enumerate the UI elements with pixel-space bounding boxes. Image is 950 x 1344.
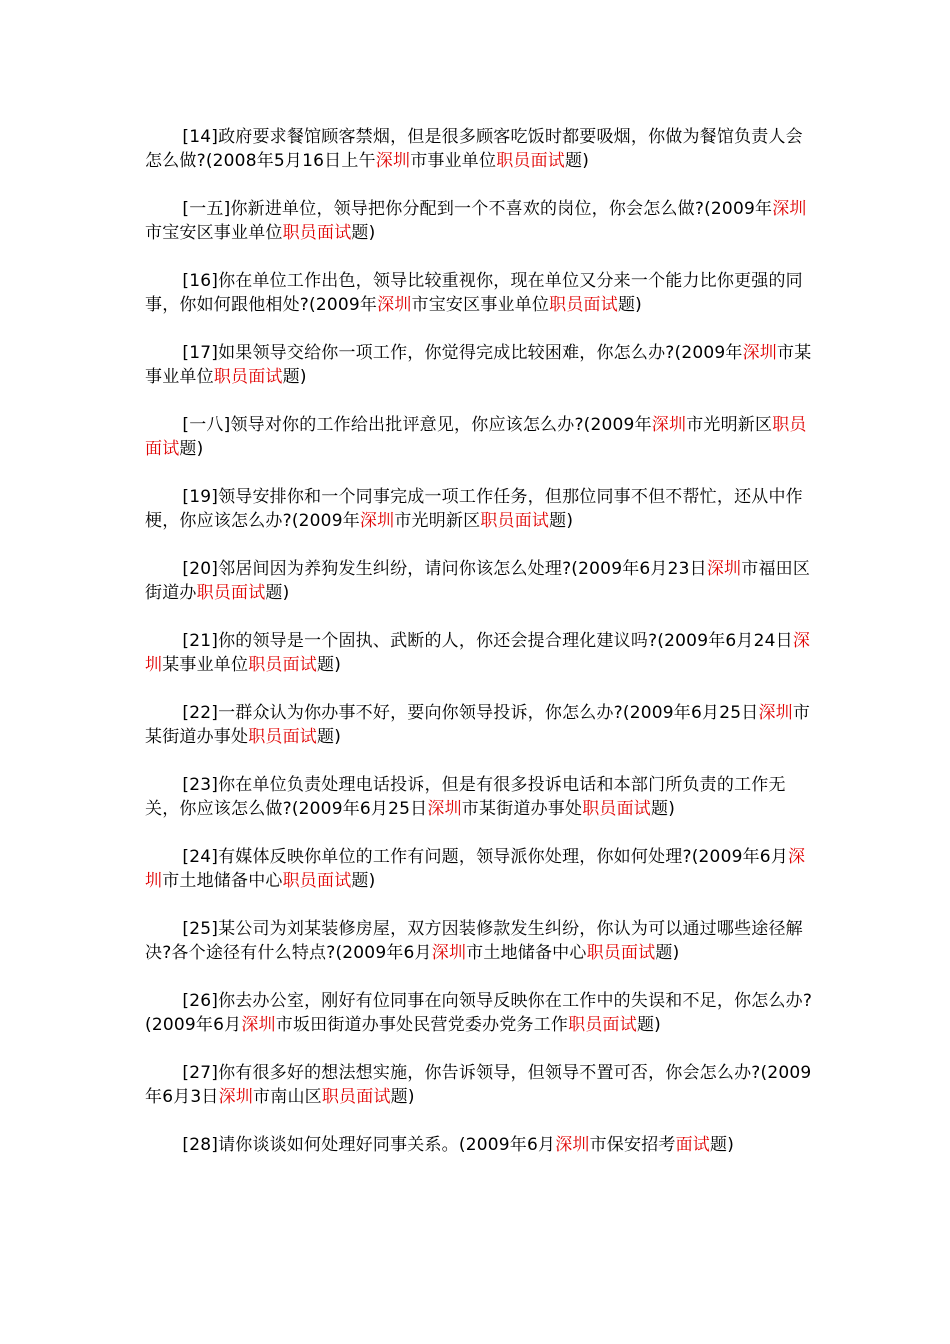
question-paragraph xyxy=(145,701,815,749)
question-text: 市宝安区事业单位 xyxy=(145,223,283,243)
question-text: 市事业单位 xyxy=(410,151,497,171)
question-text: 题) xyxy=(351,223,376,243)
question-text: 题) xyxy=(617,295,642,315)
question-text: 题) xyxy=(351,871,376,891)
question-text: 市南山区 xyxy=(253,1087,322,1107)
question-paragraph xyxy=(145,989,815,1037)
question-text: [17]如果领导交给你一项工作，你觉得完成比较困难，你怎么办?(2009年 xyxy=(182,343,743,363)
question-paragraph xyxy=(145,1061,815,1109)
question-text: [27]你有很多好的想法想实施，你告诉领导，但领导不置可否，你会怎么办?(2009年6月3日 xyxy=(145,1063,812,1107)
highlighted-keyword: 职员面试 xyxy=(282,223,352,243)
question-list xyxy=(145,125,815,1181)
question-paragraph xyxy=(145,269,815,317)
question-text: 题) xyxy=(317,727,342,747)
highlighted-keyword: 职员面试 xyxy=(568,1015,637,1035)
highlighted-keyword: 深圳 xyxy=(241,1015,276,1035)
highlighted-keyword: 职员面试 xyxy=(321,1087,391,1107)
highlighted-keyword: 深圳 xyxy=(706,559,742,579)
question-text: 市光明新区 xyxy=(686,415,773,435)
question-text: 市保安招考 xyxy=(589,1135,676,1155)
question-paragraph xyxy=(145,197,815,245)
question-text: [20]邻居间因为养狗发生纠纷，请问你该怎么处理?(2009年6月23日 xyxy=(182,559,707,579)
question-text: 市坂田街道办事处民营党委办党务工作 xyxy=(275,1015,569,1035)
highlighted-keyword: 职员面试 xyxy=(248,727,318,747)
highlighted-keyword: 深圳 xyxy=(431,943,467,963)
question-text: [24]有媒体反映你单位的工作有问题，领导派你处理，你如何处理?(2009年6月 xyxy=(182,847,789,867)
highlighted-keyword: 职员面试 xyxy=(196,583,266,603)
highlighted-keyword: 职员面试 xyxy=(248,655,318,675)
highlighted-keyword: 深圳 xyxy=(218,1087,254,1107)
highlighted-keyword: 职员面试 xyxy=(213,367,283,387)
question-text: [21]你的领导是一个固执、武断的人，你还会提合理化建议吗?(2009年6月24日 xyxy=(182,631,793,651)
question-text: 题) xyxy=(179,439,204,459)
question-text: 题) xyxy=(317,655,342,675)
question-paragraph xyxy=(145,629,815,677)
question-paragraph xyxy=(145,557,815,605)
highlighted-keyword: 职员面试 xyxy=(586,943,656,963)
highlighted-keyword: 深圳 xyxy=(772,199,807,219)
question-text: [22]一群众认为你办事不好，要向你领导投诉，你怎么办?(2009年6月25日 xyxy=(182,703,759,723)
question-text: 市某街道办事处 xyxy=(145,703,811,747)
highlighted-keyword: 职员面试 xyxy=(480,511,550,531)
question-text: [一五]你新进单位，领导把你分配到一个不喜欢的岗位，你会怎么做?(2009年 xyxy=(182,199,773,219)
question-text: 题) xyxy=(282,367,307,387)
question-text: 题) xyxy=(265,583,290,603)
question-text: 市某街道办事处 xyxy=(461,799,583,819)
highlighted-keyword: 深圳 xyxy=(651,415,687,435)
highlighted-keyword: 深圳 xyxy=(555,1135,590,1155)
question-text: 题) xyxy=(636,1015,661,1035)
question-paragraph xyxy=(145,485,815,533)
question-text: [16]你在单位工作出色，领导比较重视你，现在单位又分来一个能力比你更强的同事，你如何跟他相处?(2009年 xyxy=(145,271,803,315)
highlighted-keyword: 深圳 xyxy=(145,847,806,891)
question-text: 市宝安区事业单位 xyxy=(411,295,550,315)
question-paragraph xyxy=(145,917,815,965)
highlighted-keyword: 职员面试 xyxy=(582,799,651,819)
question-paragraph xyxy=(145,413,815,461)
question-text: 市光明新区 xyxy=(394,511,481,531)
question-text: [25]某公司为刘某装修房屋，双方因装修款发生纠纷，你认为可以通过哪些途径解决?各个途径有什么特点?(2009年6月 xyxy=(145,919,803,963)
question-paragraph xyxy=(145,1133,815,1157)
highlighted-keyword: 职员面试 xyxy=(496,151,565,171)
question-text: [一八]领导对你的工作给出批评意见，你应该怎么办?(2009年 xyxy=(182,415,652,435)
question-paragraph xyxy=(145,845,815,893)
question-paragraph xyxy=(145,125,815,173)
question-text: 题) xyxy=(565,151,590,171)
highlighted-keyword: 深圳 xyxy=(377,295,412,315)
question-text: [26]你去办公室，刚好有位同事在向领导反映你在工作中的失误和不足，你怎么办?(2009年6月 xyxy=(145,991,813,1035)
question-paragraph xyxy=(145,773,815,821)
highlighted-keyword: 职员面试 xyxy=(145,415,807,459)
highlighted-keyword: 深圳 xyxy=(742,343,778,363)
highlighted-keyword: 深圳 xyxy=(145,631,811,675)
question-text: 市土地储备中心 xyxy=(162,871,283,891)
question-text: [14]政府要求餐馆顾客禁烟，但是很多顾客吃饭时都要吸烟，你做为餐馆负责人会怎么做?(2008年5月16日上午 xyxy=(145,127,803,171)
highlighted-keyword: 深圳 xyxy=(427,799,462,819)
question-text: [19]领导安排你和一个同事完成一项工作任务，但那位同事不但不帮忙，还从中作梗，你应该怎么办?(2009年 xyxy=(145,487,803,531)
highlighted-keyword: 深圳 xyxy=(375,151,411,171)
question-text: 某事业单位 xyxy=(162,655,249,675)
question-paragraph xyxy=(145,341,815,389)
question-text: 题) xyxy=(655,943,680,963)
highlighted-keyword: 面试 xyxy=(675,1135,711,1155)
question-text: 题) xyxy=(651,799,676,819)
question-text: [28]请你谈谈如何处理好同事关系。(2009年6月 xyxy=(182,1135,556,1155)
highlighted-keyword: 职员面试 xyxy=(549,295,618,315)
highlighted-keyword: 深圳 xyxy=(758,703,793,723)
question-text: 市某事业单位 xyxy=(145,343,812,387)
question-text: 市土地储备中心 xyxy=(466,943,587,963)
question-text: 题) xyxy=(710,1135,735,1155)
question-text: 题) xyxy=(390,1087,415,1107)
highlighted-keyword: 职员面试 xyxy=(282,871,352,891)
question-text: 市福田区街道办 xyxy=(145,559,811,603)
question-text: [23]你在单位负责处理电话投诉，但是有很多投诉电话和本部门所负责的工作无关，你应该怎么做?(2009年6月25日 xyxy=(145,775,786,819)
highlighted-keyword: 深圳 xyxy=(359,511,395,531)
question-text: 题) xyxy=(549,511,574,531)
